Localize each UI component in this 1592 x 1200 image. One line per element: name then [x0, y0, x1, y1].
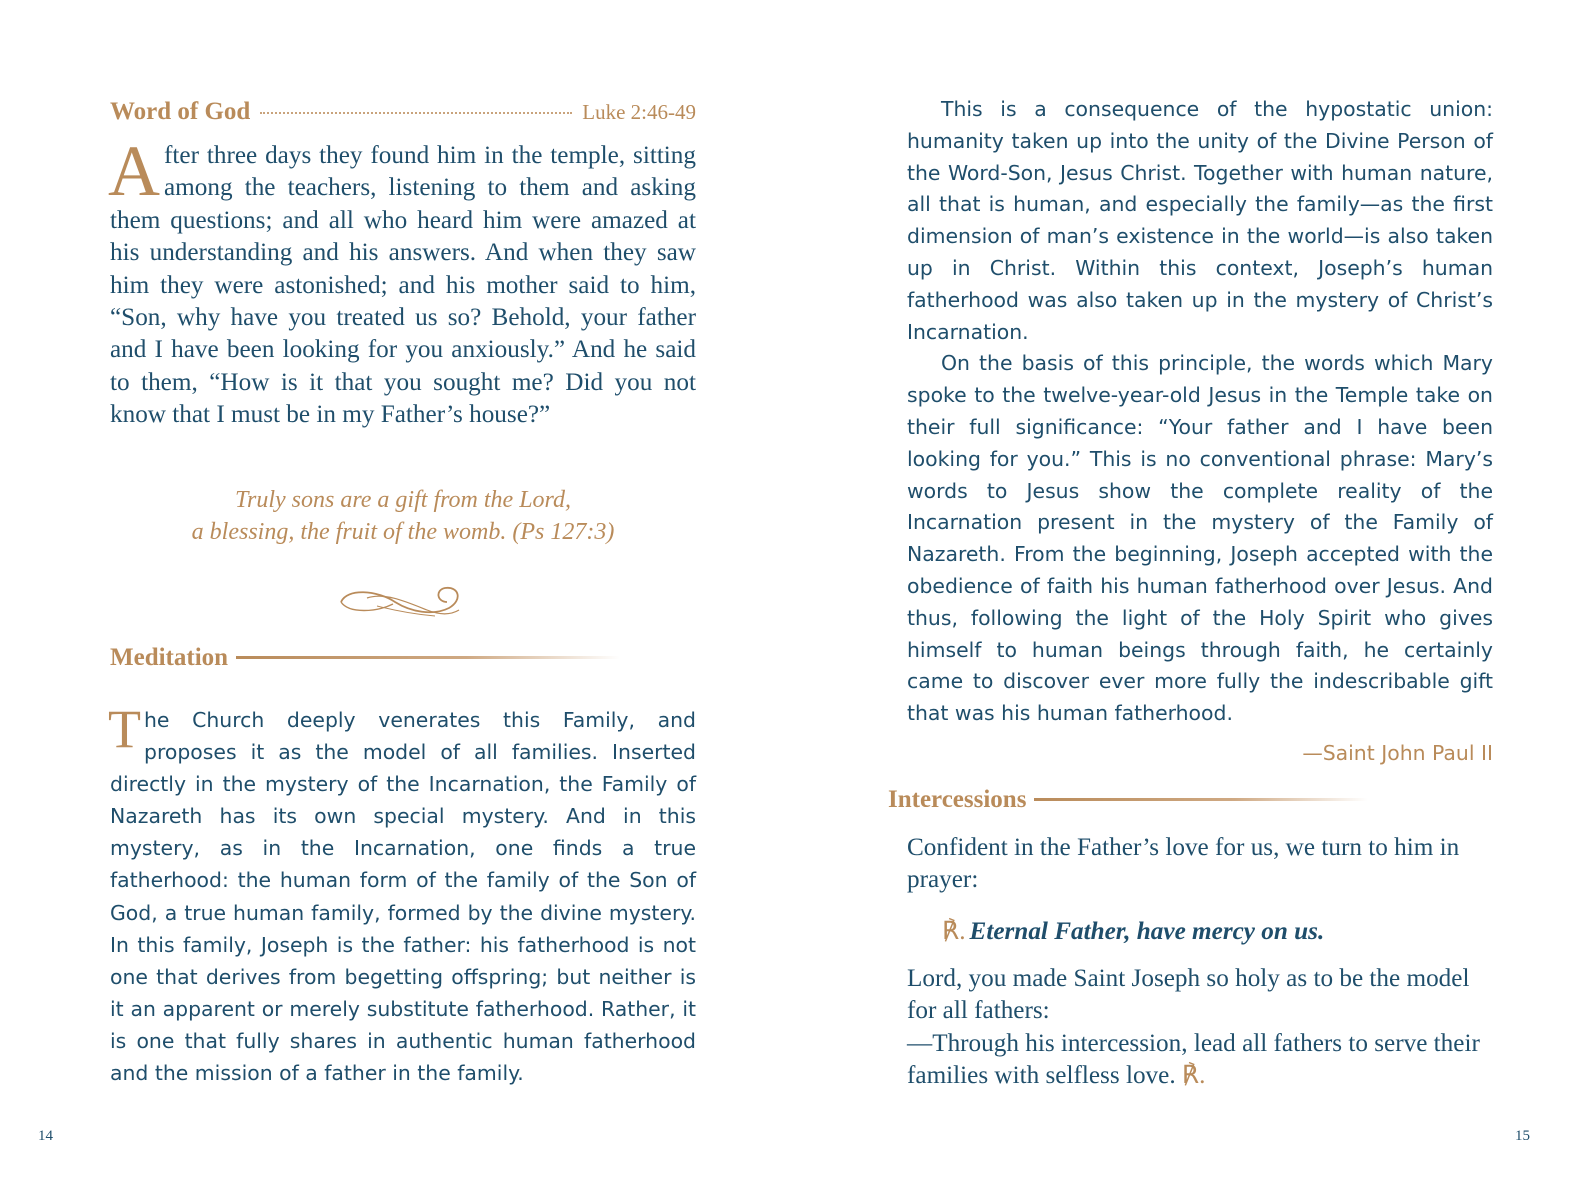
response-text: Eternal Father, have mercy on us.: [969, 918, 1325, 945]
attribution: —Saint John Paul II: [1302, 741, 1493, 765]
meditation-dropcap: T: [108, 699, 141, 759]
response-symbol-icon: ℟.: [1181, 1062, 1206, 1090]
word-of-god-heading: Word of God: [110, 98, 251, 125]
psalm-quote: [110, 484, 696, 548]
petition: [907, 963, 1493, 1093]
flourish-ornament-icon: [337, 580, 467, 624]
response-symbol-icon: ℟.: [942, 918, 966, 945]
right-page: [796, 0, 1592, 1200]
paragraph: This is a consequence of the hypostatic union: humanity taken up into the unity of the Divine Person of the Word-Son, Jesus Christ. Together with human nature, all that is human, and especially the family—as the first dimension of man’s existence in the world—is also taken up in Christ. Within this context, Joseph’s human fatherhood was also taken up in the mystery of Christ’s Incarnation.: [907, 97, 1493, 344]
meditation-rule: [236, 656, 620, 659]
response-line: [942, 916, 1324, 948]
psalm-line-1: Truly sons are a gift from the Lord,: [234, 487, 572, 513]
dotted-leader: [260, 112, 572, 114]
meditation-heading-row: [110, 644, 620, 672]
meditation-heading: Meditation: [110, 644, 229, 671]
word-of-god-heading-row: [110, 98, 696, 126]
page-number-right: 15: [1515, 1128, 1530, 1144]
intercessions-heading-row: [888, 786, 1368, 814]
scripture-passage: [108, 131, 696, 432]
scripture-dropcap: A: [108, 131, 160, 211]
page-number-left: 14: [38, 1128, 53, 1144]
petition-line-2-text: —Through his intercession, lead all fathers to serve their families with selfless love.: [907, 1029, 1480, 1090]
meditation-text-block: [108, 699, 696, 1089]
intercessions-intro: Confident in the Father’s love for us, we turn to him in prayer:: [907, 834, 1460, 894]
intercessions-heading: Intercessions: [888, 786, 1027, 813]
scripture-text: fter three days they found him in the temple, sitting among the teachers, listening to them and asking them questions; and all who heard him were amazed at his understanding and his answers. And when they saw him they were astonished; and his mother said to him, “Son, why have you treated us so? Behold, your father and I have been looking for you anxiously.” And he said to them, “How is it that you sought me? Did you not know that I must be in my Father’s house?”: [110, 142, 696, 429]
petition-line-2: [907, 1028, 1493, 1093]
scripture-reference: Luke 2:46-49: [582, 100, 696, 124]
meditation-continued: [907, 94, 1493, 730]
paragraph: On the basis of this principle, the words which Mary spoke to the twelve-year-old Jesus in the Temple take on their full significance: “Your father and I have been looking for you.” This is no conventional phrase: Mary’s words to Jesus show the complete reality of the Incarnation present in the mystery of the Family of Nazareth. From the beginning, Joseph accepted with the obedience of faith his human fatherhood over Jesus. And thus, following the light of the Holy Spirit who gives himself to human beings through faith, he certainly came to discover ever more fully the indescribable gift that was his human fatherhood.: [907, 351, 1493, 726]
meditation-text: he Church deeply venerates this Family, and proposes it as the model of all families. Inserted directly in the mystery of the Incarnation, the Family of Nazareth has its own special mystery. And in this mystery, as in the Incarnation, one finds a true fatherhood: the human form of the family of the Son of God, a true human family, formed by the divine mystery. In this family, Joseph is the father: his fatherhood is not one that derives from begetting offspring; but neither is it an apparent or merely substitute fatherhood. Rather, it is one that fully shares in authentic human fatherhood and the mission of a father in the family.: [110, 708, 696, 1086]
petition-line-1: Lord, you made Saint Joseph so holy as to be the model for all fathers:: [907, 965, 1470, 1025]
intercessions-rule: [1034, 798, 1368, 801]
psalm-line-2: a blessing, the fruit of the womb. (Ps 127:3): [191, 519, 615, 545]
